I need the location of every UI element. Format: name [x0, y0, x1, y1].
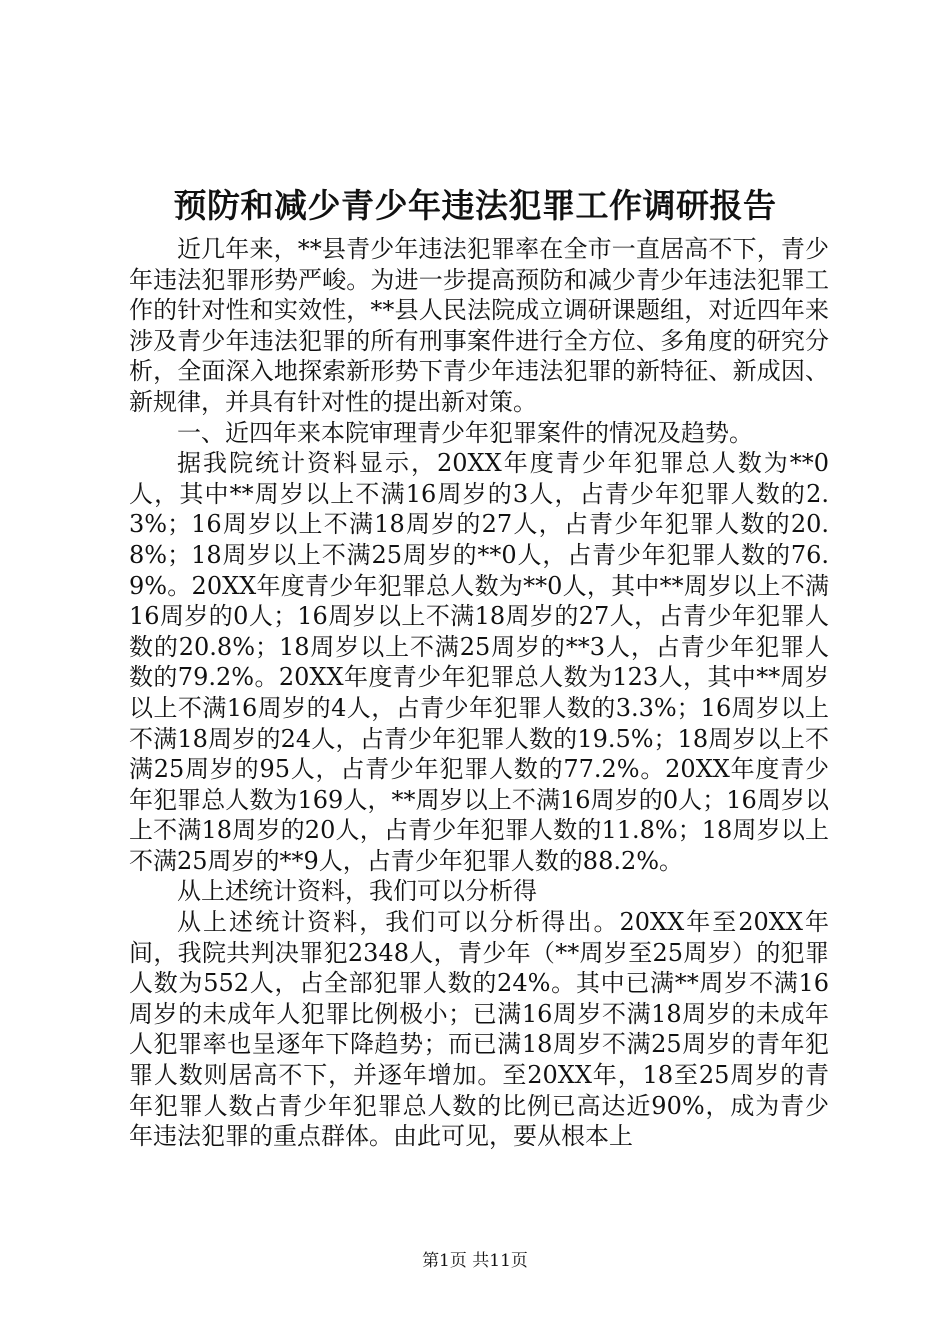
paragraph-statistics: 据我院统计资料显示，20XX年度青少年犯罪总人数为**0人，其中**周岁以上不满16周岁的3人，占青少年犯罪人数的2.3%；16周岁以上不满18周岁的27人，占青少年犯罪人数的20.8%；18周岁以上不满25周岁的**0人，占青少年犯罪人数的76.9%。20XX年度青少年犯罪总人数为**0人，其中**周岁以上不满16周岁的0人；16周岁以上不满18周岁的27人，占青少年犯罪人数的20.8%；18周岁以上不满25周岁的**3人，占青少年犯罪人数的79.2%。20XX年度青少年犯罪总人数为123人，其中**周岁以上不满16周岁的4人，占青少年犯罪人数的3.3%；16周岁以上不满18周岁的24人，占青少年犯罪人数的19.5%；18周岁以上不满25周岁的95人，占青少年犯罪人数的77.2%。20XX年度青少年犯罪总人数为169人，**周岁以上不满16周岁的0人；16周岁以上不满18周岁的20人，占青少年犯罪人数的11.8%；18周岁以上不满25周岁的**9人，占青少年犯罪人数的88.2%。 — [129, 449, 829, 875]
page-footer: 第1页 共11页 — [422, 1251, 528, 1271]
document-title: 预防和减少青少年违法犯罪工作调研报告 — [173, 186, 777, 225]
paragraph-analysis-fragment: 从上述统计资料，我们可以分析得 — [177, 877, 537, 906]
section-heading-1: 一、近四年来本院审理青少年犯罪案件的情况及趋势。 — [177, 418, 753, 447]
paragraph-analysis: 从上述统计资料，我们可以分析得出。20XX年至20XX年间，我院共判决罪犯2348人，青少年（**周岁至25周岁）的犯罪人数为552人，占全部犯罪人数的24%。其中已满**周岁不满16周岁的未成年人犯罪比例极小；已满16周岁不满18周岁的未成年人犯罪率也呈逐年下降趋势；而已满18周岁不满25周岁的青年犯罪人数则居高不下，并逐年增加。至20XX年，18至25周岁的青年犯罪人数占青少年犯罪总人数的比例已高达近90%，成为青少年违法犯罪的重点群体。由此可见，要从根本上 — [129, 908, 829, 1151]
document-body — [129, 234, 829, 1152]
paragraph-intro: 近几年来，**县青少年违法犯罪率在全市一直居高不下，青少年违法犯罪形势严峻。为进一步提高预防和减少青少年违法犯罪工作的针对性和实效性，**县人民法院成立调研课题组，对近四年来涉及青少年违法犯罪的所有刑事案件进行全方位、多角度的研究分析，全面深入地探索新形势下青少年违法犯罪的新特征、新成因、新规律，并具有针对性的提出新对策。 — [129, 235, 829, 416]
